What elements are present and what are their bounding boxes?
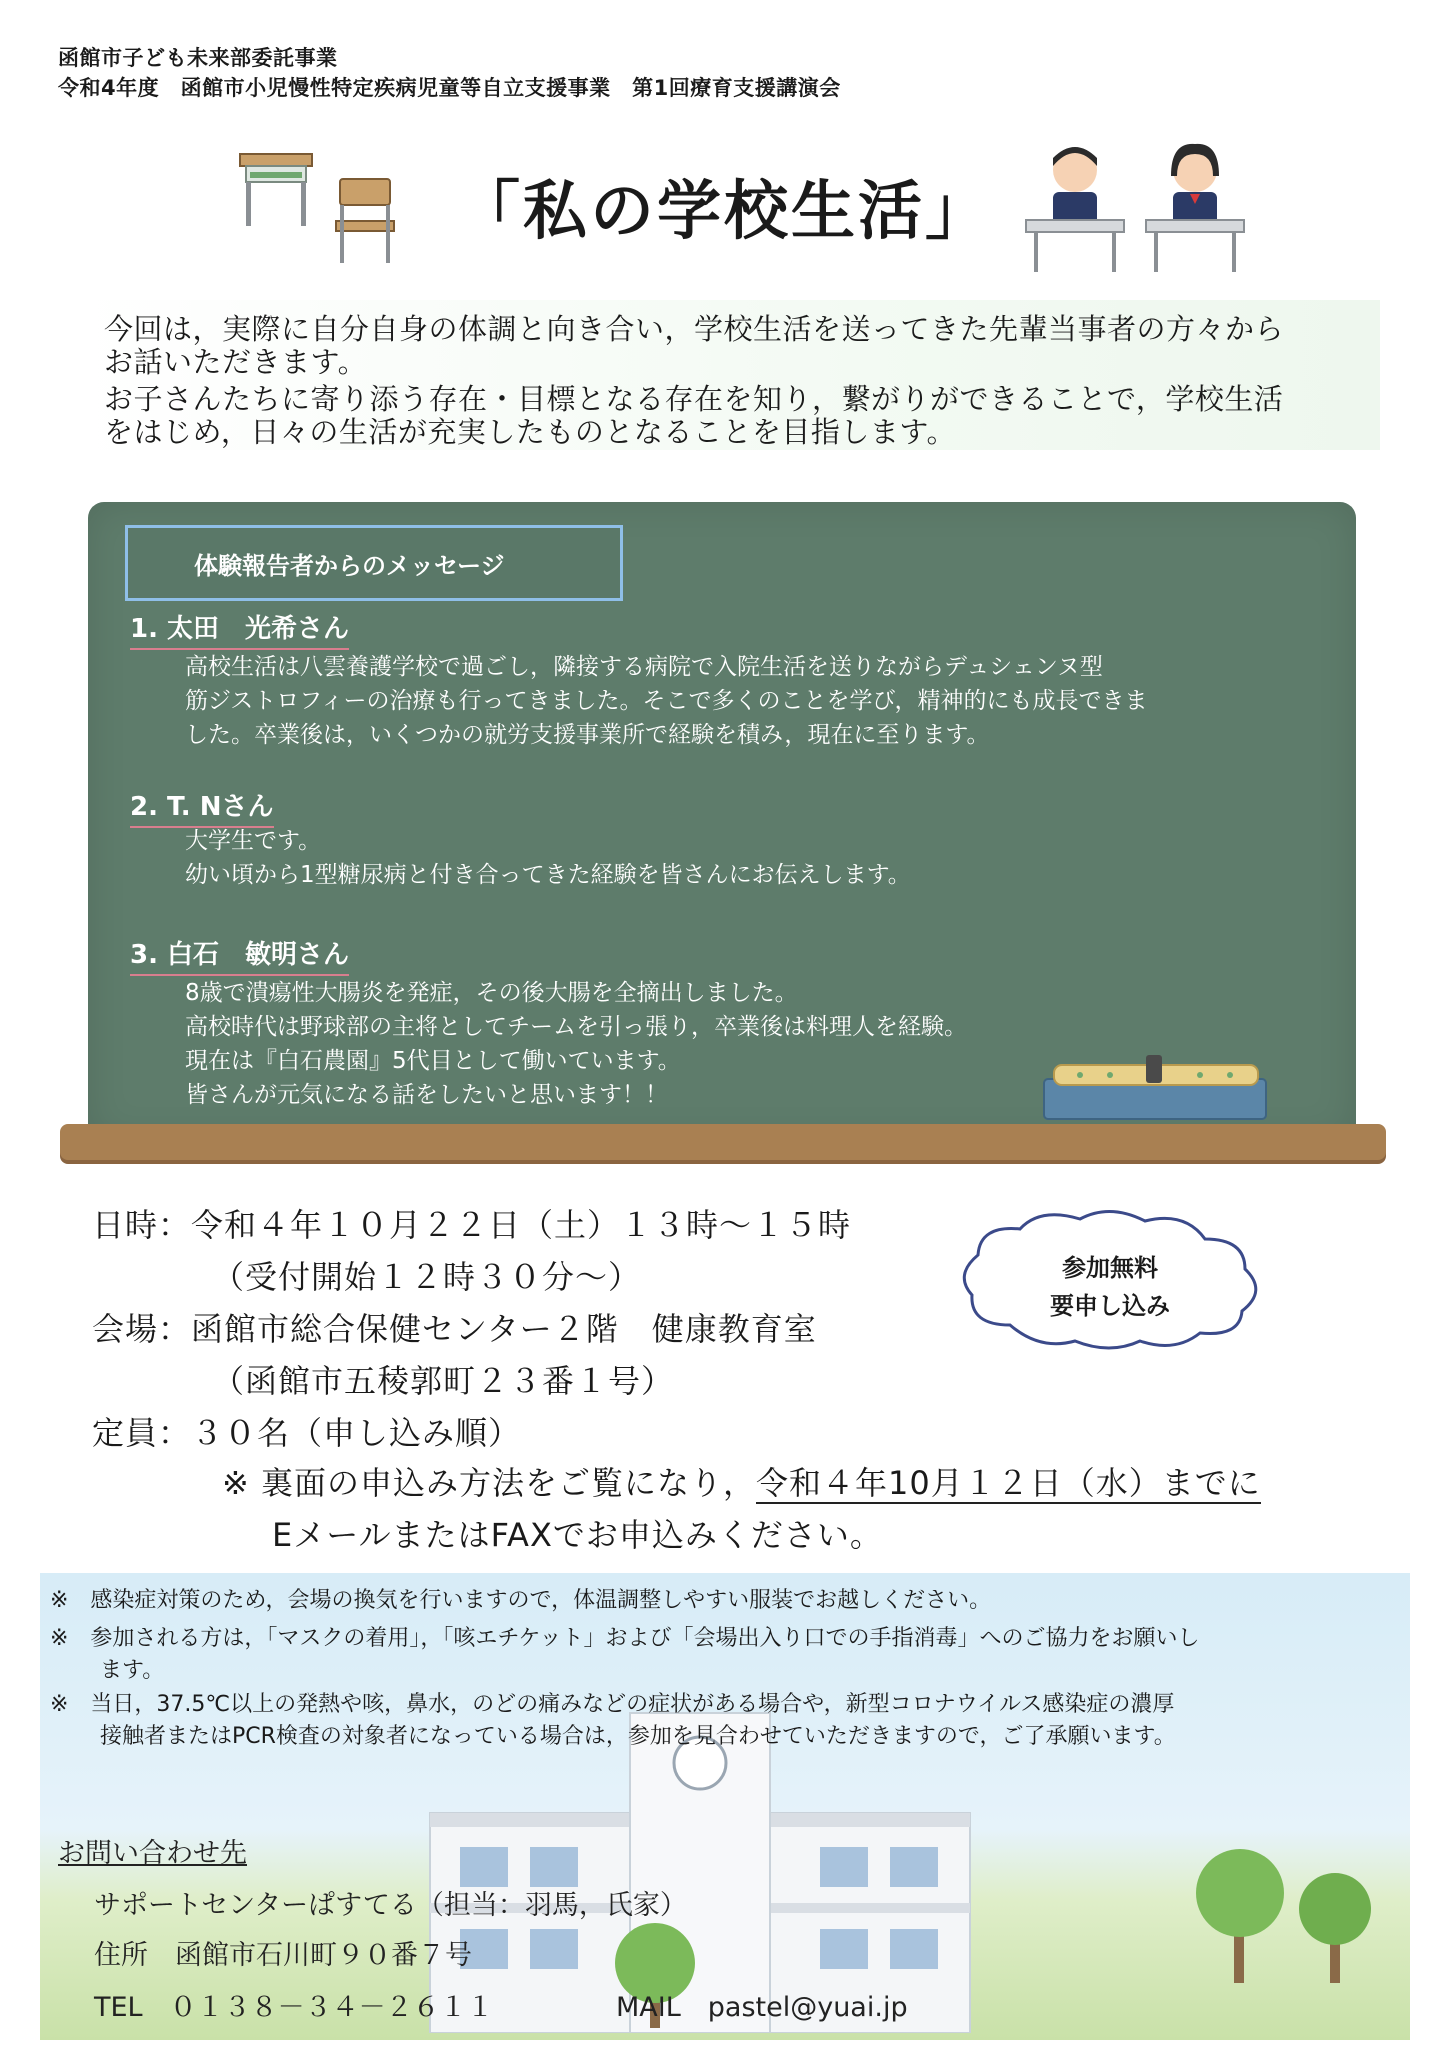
speaker-1-line: した。卒業後は，いくつかの就労支援事業所で経験を積み，現在に至ります。: [185, 722, 990, 748]
apply-instructions: [222, 1458, 1261, 1504]
event-reception: （受付開始１２時３０分～）: [212, 1258, 642, 1296]
intro-line: お子さんたちに寄り添う存在・目標となる存在を知り，繋がりができることで，学校生活: [104, 382, 1284, 416]
speaker-3-name: 3. 白石 敏明さん: [130, 934, 349, 976]
event-venue: 会場：函館市総合保健センター２階 健康教育室: [92, 1310, 817, 1348]
intro-line: 今回は，実際に自分自身の体調と向き合い，学校生活を送ってきた先輩当事者の方々から: [104, 312, 1285, 346]
speaker-2-line: 幼い頃から1型糖尿病と付き合ってきた経験を皆さんにお伝えします。: [185, 862, 911, 888]
event-address: （函館市五稜郭町２３番１号）: [212, 1362, 675, 1400]
student-boy-icon: [1020, 140, 1130, 275]
message-heading-box: [125, 525, 623, 601]
speaker-3-line: 皆さんが元気になる話をしたいと思います！！: [185, 1082, 668, 1108]
student-girl-icon: [1140, 140, 1250, 275]
chalkboard-tray: [60, 1124, 1386, 1160]
contact-organization: サポートセンターぱすてる（担当：羽馬，氏家）: [94, 1890, 687, 1921]
speaker-3-line: 8歳で潰瘍性大腸炎を発症，その後大腸を全摘出しました。: [185, 980, 798, 1006]
note-mask-cont: ます。: [100, 1658, 165, 1683]
speaker-2-line: 大学生です。: [185, 828, 322, 854]
chalk-box-icon: [1040, 1055, 1270, 1123]
contact-address: 住所 函館市石川町９０番７号: [94, 1940, 472, 1971]
free-admission-label: 参加無料: [1062, 1254, 1158, 1282]
tree-icon: [1190, 1813, 1390, 2013]
contact-tel: TEL ０１３８－３４－２６１１: [94, 1992, 494, 2023]
page-title: 「私の学校生活」: [456, 174, 992, 249]
speaker-1-line: 高校生活は八雲養護学校で過ごし，隣接する病院で入院生活を送りながらデュシェンヌ型: [185, 654, 1103, 680]
contact-heading: お問い合わせ先: [58, 1838, 247, 1869]
apply-prefix: ※ 裏面の申込み方法をご覧になり，: [222, 1464, 756, 1502]
note-symptoms: ※ 当日，37.5℃以上の発熱や咳，鼻水，のどの痛みなどの症状がある場合や，新型コロナウイルス感染症の濃厚: [50, 1692, 1175, 1717]
speaker-3-line: 現在は『白石農園』5代目として働いています。: [185, 1048, 681, 1074]
school-scene: [40, 1573, 1410, 2040]
intro-line: をはじめ，日々の生活が充実したものとなることを目指します。: [104, 415, 957, 449]
intro-section: [80, 300, 1380, 450]
speaker-1-line: 筋ジストロフィーの治療も行ってきました。そこで多くのことを学び，精神的にも成長できま: [185, 688, 1148, 714]
speaker-3-line: 高校時代は野球部の主将としてチームを引っ張り，卒業後は料理人を経験。: [185, 1014, 967, 1040]
event-datetime: 日時：令和４年１０月２２日（土）１３時～１５時: [92, 1206, 852, 1244]
note-mask: ※ 参加される方は，「マスクの着用」，「咳エチケット」および「会場出入り口での手指消毒」へのご協力をお願いし: [50, 1626, 1200, 1651]
header-event-name: 令和4年度 函館市小児慢性特定疾病児童等自立支援事業 第1回療育支援講演会: [58, 76, 841, 100]
apply-deadline: 令和４年10月１２日（水）までに: [756, 1464, 1261, 1502]
event-capacity: 定員：３０名（申し込み順）: [92, 1414, 522, 1452]
apply-method: EメールまたはFAXでお申込みください。: [272, 1516, 883, 1554]
speaker-1-name: 1. 太田 光希さん: [130, 608, 349, 650]
intro-line: お話いただきます。: [104, 345, 368, 379]
message-heading: 体験報告者からのメッセージ: [194, 552, 505, 580]
contact-mail[interactable]: MAIL pastel@yuai.jp: [616, 1992, 908, 2023]
note-ventilation: ※ 感染症対策のため，会場の換気を行いますので，体温調整しやすい服装でお越しください。: [50, 1588, 992, 1613]
header-sponsor: 函館市子ども未来部委託事業: [58, 46, 338, 70]
registration-required-label: 要申し込み: [1050, 1292, 1170, 1320]
speaker-2-name: 2. T. Nさん: [130, 786, 274, 828]
note-symptoms-cont: 接触者またはPCR検査の対象者になっている場合は，参加を見合わせていただきますので，ご了承願います。: [100, 1724, 1176, 1749]
